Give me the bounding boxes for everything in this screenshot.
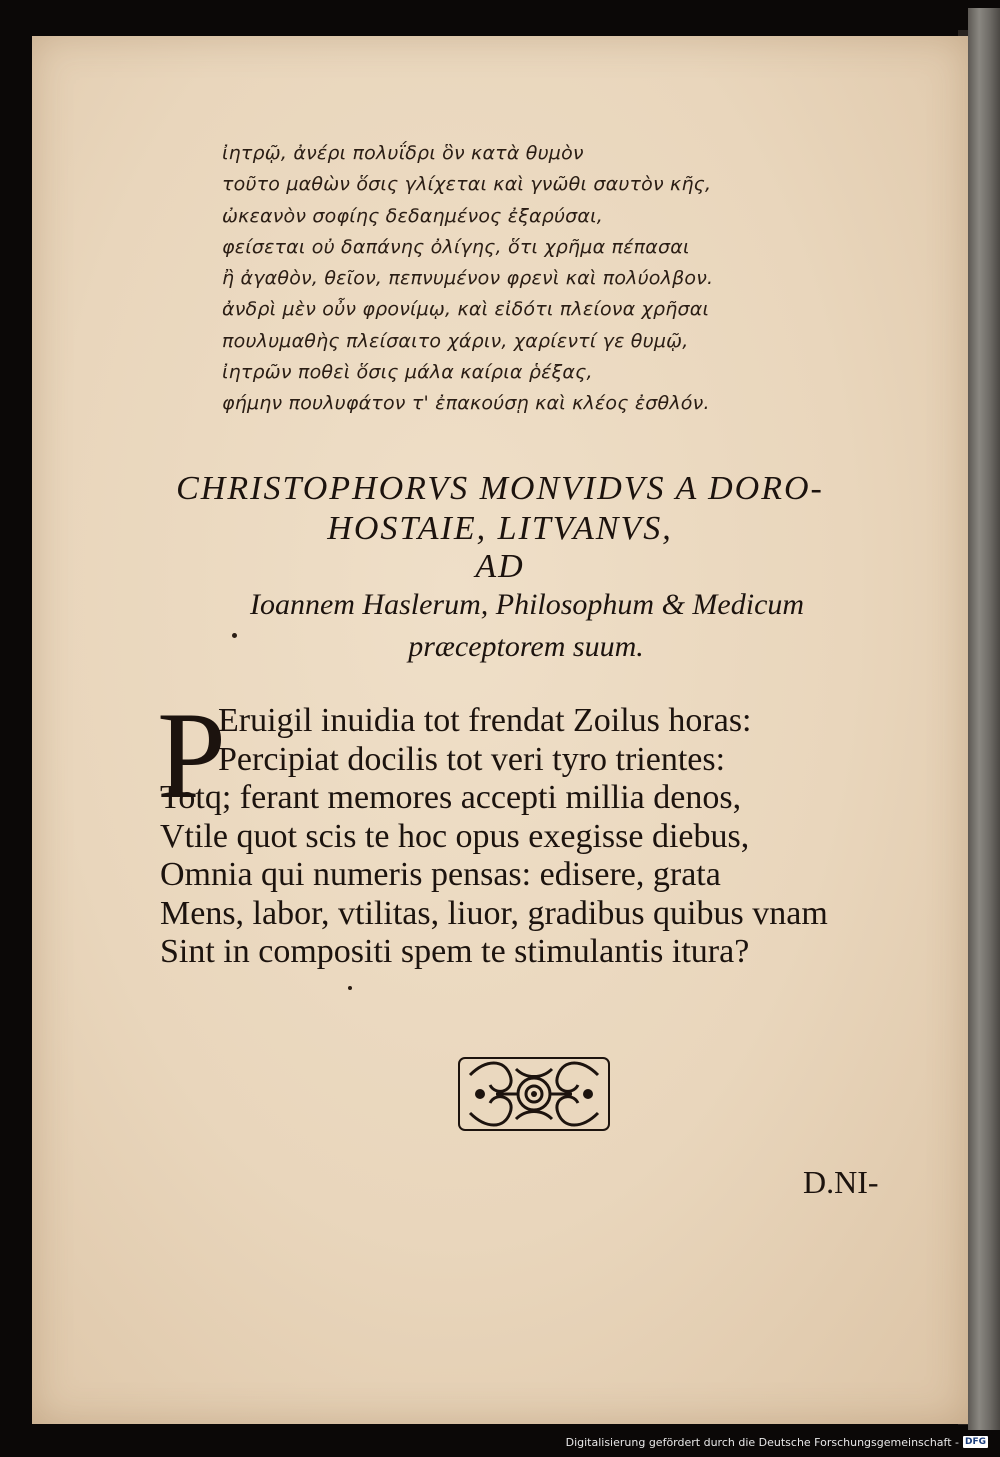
greek-verse-line: ἰητρῷ, ἀνέρι πολυΐδρι ὃν κατὰ θυμὸν — [222, 142, 584, 164]
greek-verse-line: πουλυμαθὴς πλείσαιτο χάριν, χαρίεντί γε θυμῷ, — [222, 329, 689, 352]
heading-ad: AD — [475, 548, 525, 585]
dfg-logo: DFG — [964, 1437, 986, 1447]
ornament-flourish-icon — [456, 1055, 612, 1133]
drop-cap: P — [157, 687, 226, 824]
greek-verse-line: ὠκεανὸν σοφίης δεδαημένος ἐξαρύσαι, — [222, 204, 604, 227]
verse-line: Mens, labor, vtilitas, liuor, gradibus quibus vnam — [160, 894, 828, 932]
greek-verse-line: ἢ ἀγαθὸν, θεῖον, πεπνυμένον φρενὶ καὶ πολύολβον. — [222, 267, 714, 290]
ink-speck — [348, 986, 352, 990]
digitization-footer — [566, 1433, 988, 1451]
catchword: D.NI- — [803, 1164, 879, 1200]
verse-line: Vtile quot scis te hoc opus exegisse diebus, — [160, 817, 750, 855]
greek-verse-line: φήμην πουλυφάτον τ' ἐπακούσῃ καὶ κλέος ἐσθλόν. — [222, 392, 710, 415]
heading-author-line: CHRISTOPHORVS MONVIDVS A DORO- — [176, 470, 824, 507]
heading-recipient-line: Ioannem Haslerum, Philosophum & Medicum — [249, 588, 805, 621]
latin-verse-block — [160, 702, 920, 972]
greek-verse-line: ἰητρῶν ποθεὶ ὅσις μάλα καίρια ῥέξας, — [222, 361, 593, 384]
greek-verse-block — [222, 138, 762, 420]
greek-verse-line: ἀνδρὶ μὲν οὖν φρονίμῳ, καὶ εἰδότι πλείονα χρῆσαι — [222, 298, 710, 321]
verse-line: Sint in compositi spem te stimulantis itura? — [160, 933, 750, 970]
verse-line: Percipiat docilis tot veri tyro trientes: — [218, 740, 726, 778]
greek-verse-line: τοῦτο μαθὼν ὅσις γλίχεται καὶ γνῶθι σαυτὸν κῆς, — [222, 173, 712, 196]
footer-credit-text: Digitalisierung gefördert durch die Deutsche Forschungsgemeinschaft - — [565, 1435, 959, 1449]
ink-speck — [232, 633, 237, 638]
verse-line: Eruigil inuidia tot frendat Zoilus horas: — [218, 702, 752, 739]
verse-line: Totq; ferant memores accepti millia denos, — [160, 779, 742, 816]
book-edge — [968, 8, 1000, 1430]
heading-origin-line: HOSTAIE, LITVANVS, — [327, 510, 673, 547]
verse-line: Omnia qui numeris pensas: edisere, grata — [160, 856, 721, 893]
greek-verse-line: φείσεται οὐ δαπάνης ὀλίγης, ὅτι χρῆμα πέπασαι — [222, 235, 690, 258]
heading-preceptor-line: præceptorem suum. — [408, 630, 644, 663]
